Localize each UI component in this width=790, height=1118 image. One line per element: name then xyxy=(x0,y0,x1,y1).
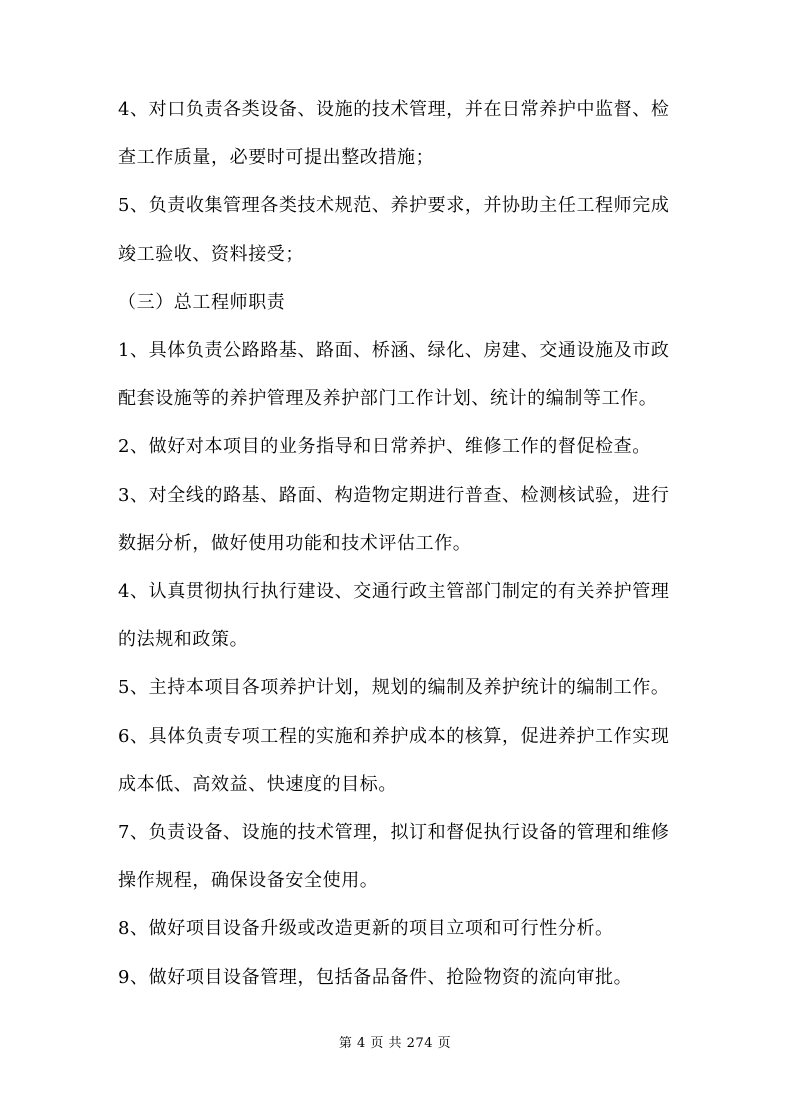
text-line-19: 9、做好项目设备管理，包括备品备件、抢险物资的流向审批。 xyxy=(118,967,633,988)
text-line-2: 查工作质量，必要时可提出整改措施； xyxy=(118,147,435,168)
text-line-12: 的法规和政策。 xyxy=(118,629,249,650)
section-heading: （三）总工程师职责 xyxy=(118,292,286,313)
text-line-1: 4、对口负责各类设备、设施的技术管理，并在日常养护中监督、检 xyxy=(118,99,670,120)
text-line-18: 8、做好项目设备升级或改造更新的项目立项和可行性分析。 xyxy=(118,918,614,939)
text-line-14: 6、具体负责专项工程的实施和养护成本的核算，促进养护工作实现 xyxy=(118,726,670,747)
text-line-6: 1、具体负责公路路基、路面、桥涵、绿化、房建、交通设施及市政 xyxy=(118,340,670,361)
text-line-7: 配套设施等的养护管理及养护部门工作计划、统计的编制等工作。 xyxy=(118,388,658,409)
text-line-15: 成本低、高效益、快速度的目标。 xyxy=(118,774,397,795)
text-line-17: 操作规程，确保设备安全使用。 xyxy=(118,870,379,891)
text-line-13: 5、主持本项目各项养护计划，规划的编制及养护统计的编制工作。 xyxy=(118,677,670,698)
text-line-8: 2、做好对本项目的业务指导和日常养护、维修工作的督促检查。 xyxy=(118,436,651,457)
text-line-4: 竣工验收、资料接受； xyxy=(118,244,304,265)
text-line-3: 5、负责收集管理各类技术规范、养护要求，并协助主任工程师完成 xyxy=(118,195,670,216)
page-number-footer: 第 4 页 共 274 页 xyxy=(338,1036,452,1051)
text-line-11: 4、认真贯彻执行执行建设、交通行政主管部门制定的有关养护管理 xyxy=(118,581,670,602)
text-line-9: 3、对全线的路基、路面、构造物定期进行普查、检测核试验，进行 xyxy=(118,485,670,506)
text-line-10: 数据分析，做好使用功能和技术评估工作。 xyxy=(118,533,472,554)
text-line-16: 7、负责设备、设施的技术管理，拟订和督促执行设备的管理和维修 xyxy=(118,822,670,843)
